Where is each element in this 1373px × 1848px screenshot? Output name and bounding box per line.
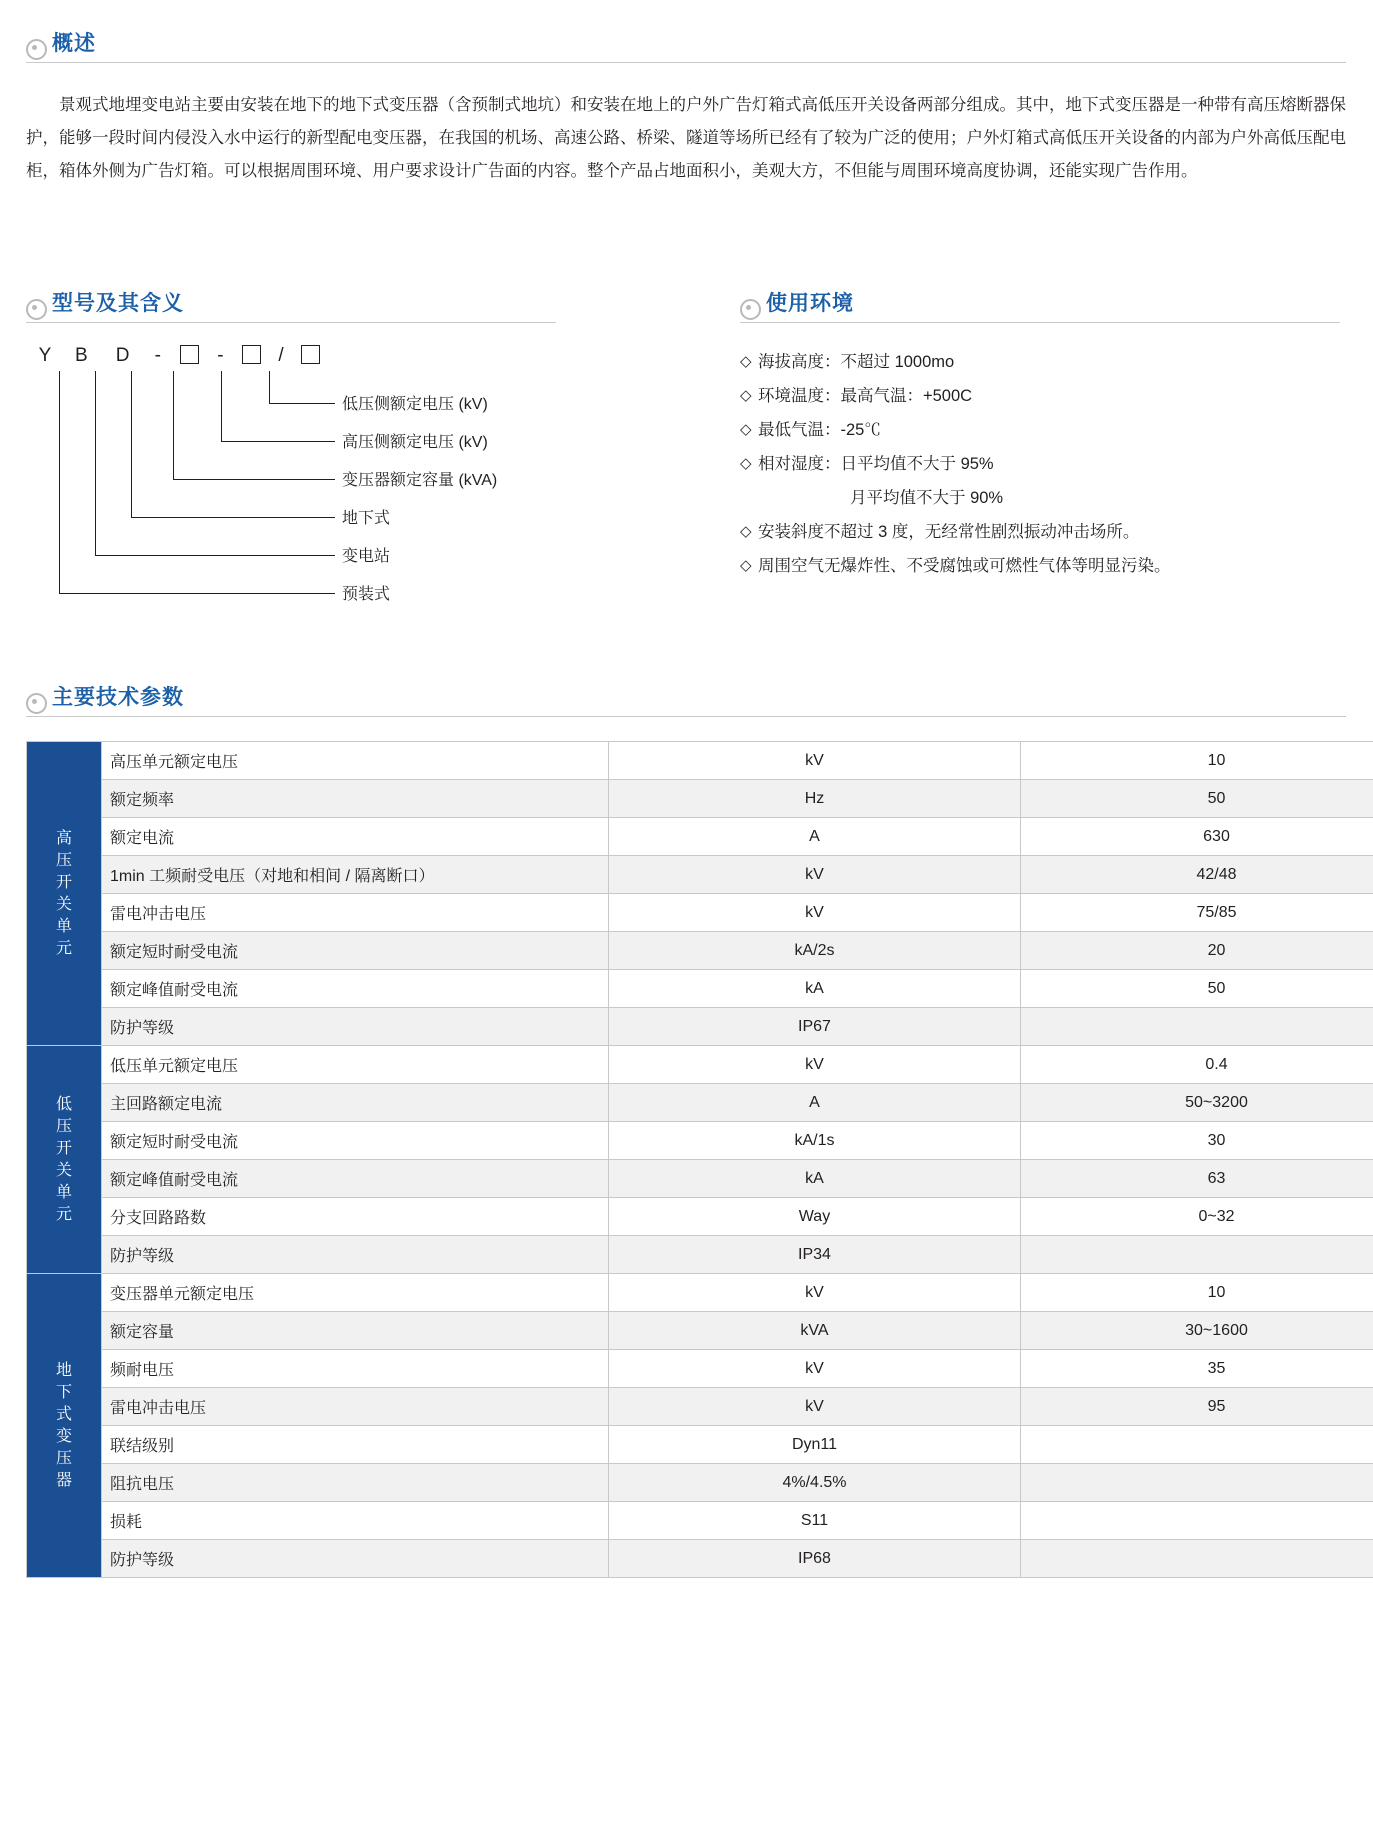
list-item xyxy=(740,413,1340,447)
tech-params-title: 主要技术参数 xyxy=(52,686,184,709)
param-value: 35 xyxy=(1021,1350,1373,1388)
environment-item-humidity-monthly: 月平均值不大于 90% xyxy=(850,489,1004,507)
param-name: 额定电流 xyxy=(102,818,609,856)
param-name: 1min 工频耐受电压（对地和相间 / 隔离断口） xyxy=(102,856,609,894)
param-unit: kV xyxy=(609,742,1021,780)
param-unit: IP68 xyxy=(609,1540,1021,1578)
param-name: 低压单元额定电压 xyxy=(102,1046,609,1084)
param-name: 防护等级 xyxy=(102,1540,609,1578)
param-value: 75/85 xyxy=(1021,894,1373,932)
model-label-hv: 高压侧额定电压 (kV) xyxy=(342,434,488,451)
tech-params-divider xyxy=(26,716,1346,717)
param-name: 阻抗电压 xyxy=(102,1464,609,1502)
ring-ornament-icon xyxy=(26,299,47,320)
overview-divider xyxy=(26,62,1346,63)
param-unit: kV xyxy=(609,1046,1021,1084)
param-name: 频耐电压 xyxy=(102,1350,609,1388)
diamond-bullet-icon: ◇ xyxy=(740,523,752,540)
tech-params-heading xyxy=(26,676,1346,710)
param-value: 30 xyxy=(1021,1122,1373,1160)
model-label-substation: 变电站 xyxy=(342,548,391,565)
table-row xyxy=(27,1236,1373,1274)
param-value: 30~1600 xyxy=(1021,1312,1373,1350)
table-row xyxy=(27,1046,1373,1084)
param-value: 0~32 xyxy=(1021,1198,1373,1236)
model-label-prefab: 预装式 xyxy=(342,586,391,603)
param-value: 630 xyxy=(1021,818,1373,856)
param-value: 0.4 xyxy=(1021,1046,1373,1084)
table-row xyxy=(27,1540,1373,1578)
table-row xyxy=(27,1464,1373,1502)
param-value xyxy=(1021,1540,1373,1578)
param-unit: Way xyxy=(609,1198,1021,1236)
overview-heading xyxy=(26,22,1346,56)
environment-section xyxy=(740,282,1340,583)
param-name: 分支回路路数 xyxy=(102,1198,609,1236)
ring-ornament-icon xyxy=(26,693,47,714)
table-row xyxy=(27,1122,1373,1160)
table-row xyxy=(27,1502,1373,1540)
param-name: 防护等级 xyxy=(102,1008,609,1046)
model-title: 型号及其含义 xyxy=(52,292,184,315)
tech-params-section xyxy=(26,676,1346,1578)
table-row xyxy=(27,1312,1373,1350)
environment-title: 使用环境 xyxy=(766,292,854,315)
model-divider xyxy=(26,322,556,323)
table-row xyxy=(27,856,1373,894)
param-unit: Dyn11 xyxy=(609,1426,1021,1464)
environment-item-altitude: 海拔高度：不超过 1000mo xyxy=(758,353,955,371)
param-name: 额定峰值耐受电流 xyxy=(102,1160,609,1198)
param-value xyxy=(1021,1502,1373,1540)
group-label-hv: 高 压 开 关 单 元 xyxy=(27,742,102,1046)
param-unit: IP67 xyxy=(609,1008,1021,1046)
leader-line-prefab xyxy=(59,371,335,594)
model-char-Y: Y xyxy=(38,345,52,367)
model-char-D: D xyxy=(115,345,130,367)
param-name: 防护等级 xyxy=(102,1236,609,1274)
overview-paragraph: 景观式地埋变电站主要由安装在地下的地下式变压器（含预制式地坑）和安装在地上的户外广告灯箱式高低压开关设备两部分组成。其中，地下式变压器是一种带有高压熔断器保护，能够一段时间内侵没入水中运行的新型配电变压器，在我国的机场、高速公路、桥梁、隧道等场所已经有了较为广泛的使用；户外灯箱式高低压开关设备的内部为户外高低压配电柜，箱体外侧为广告灯箱。可以根据周围环境、用户要求设计广告面的内容。整个产品占地面积小，美观大方，不但能与周围环境高度协调，还能实现广告作用。 xyxy=(26,96,1346,180)
param-unit: kA/2s xyxy=(609,932,1021,970)
table-row xyxy=(27,894,1373,932)
param-name: 额定频率 xyxy=(102,780,609,818)
model-code-diagram xyxy=(26,345,556,615)
param-unit: kV xyxy=(609,1388,1021,1426)
model-box-lv xyxy=(296,345,324,367)
param-name: 高压单元额定电压 xyxy=(102,742,609,780)
table-row xyxy=(27,932,1373,970)
model-heading xyxy=(26,282,556,316)
param-unit: kV xyxy=(609,1274,1021,1312)
param-name: 变压器单元额定电压 xyxy=(102,1274,609,1312)
param-value: 42/48 xyxy=(1021,856,1373,894)
param-value: 63 xyxy=(1021,1160,1373,1198)
param-unit: S11 xyxy=(609,1502,1021,1540)
model-char-slash: / xyxy=(278,345,284,367)
param-value xyxy=(1021,1008,1373,1046)
table-row xyxy=(27,1426,1373,1464)
table-row xyxy=(27,1084,1373,1122)
param-unit: IP34 xyxy=(609,1236,1021,1274)
environment-item-humidity: 相对湿度：日平均值不大于 95% xyxy=(758,455,994,473)
diamond-bullet-icon: ◇ xyxy=(740,455,752,472)
model-label-lv: 低压侧额定电压 (kV) xyxy=(342,396,488,413)
param-unit: kA xyxy=(609,970,1021,1008)
param-name: 额定短时耐受电流 xyxy=(102,1122,609,1160)
model-section xyxy=(26,282,556,615)
model-label-capacity: 变压器额定容量 (kVA) xyxy=(342,472,498,489)
diamond-bullet-icon: ◇ xyxy=(740,421,752,438)
param-unit: kV xyxy=(609,894,1021,932)
param-name: 额定峰值耐受电流 xyxy=(102,970,609,1008)
param-value: 95 xyxy=(1021,1388,1373,1426)
model-box-hv xyxy=(238,345,266,367)
tech-params-table xyxy=(26,741,1373,1578)
param-unit: kV xyxy=(609,856,1021,894)
list-item xyxy=(740,345,1340,379)
param-unit: A xyxy=(609,1084,1021,1122)
param-unit: kV xyxy=(609,1350,1021,1388)
param-unit: kVA xyxy=(609,1312,1021,1350)
param-value xyxy=(1021,1236,1373,1274)
param-value: 10 xyxy=(1021,742,1373,780)
diamond-bullet-icon: ◇ xyxy=(740,353,752,370)
environment-divider xyxy=(740,322,1340,323)
param-unit: kA xyxy=(609,1160,1021,1198)
model-code-letters xyxy=(32,345,324,367)
model-char-B: B xyxy=(74,345,88,367)
list-item xyxy=(740,379,1340,413)
param-unit: 4%/4.5% xyxy=(609,1464,1021,1502)
model-label-underground: 地下式 xyxy=(342,510,391,527)
param-unit: Hz xyxy=(609,780,1021,818)
environment-item-air: 周围空气无爆炸性、不受腐蚀或可燃性气体等明显污染。 xyxy=(758,557,1171,575)
param-unit: A xyxy=(609,818,1021,856)
table-row xyxy=(27,1274,1373,1312)
environment-heading xyxy=(740,282,1340,316)
param-name: 额定短时耐受电流 xyxy=(102,932,609,970)
diamond-bullet-icon: ◇ xyxy=(740,557,752,574)
environment-item-slope: 安装斜度不超过 3 度，无经常性剧烈振动冲击场所。 xyxy=(758,523,1140,541)
table-row xyxy=(27,742,1373,780)
list-item xyxy=(740,515,1340,549)
param-name: 联结级别 xyxy=(102,1426,609,1464)
param-value xyxy=(1021,1426,1373,1464)
ring-ornament-icon xyxy=(740,299,761,320)
param-value: 50 xyxy=(1021,780,1373,818)
table-row xyxy=(27,970,1373,1008)
param-value: 20 xyxy=(1021,932,1373,970)
param-unit: kA/1s xyxy=(609,1122,1021,1160)
table-row xyxy=(27,1198,1373,1236)
table-row xyxy=(27,780,1373,818)
param-name: 损耗 xyxy=(102,1502,609,1540)
table-row xyxy=(27,1008,1373,1046)
environment-item-min-temp: 最低气温：-25℃ xyxy=(758,421,881,439)
table-row xyxy=(27,818,1373,856)
table-row xyxy=(27,1388,1373,1426)
overview-section xyxy=(26,22,1346,205)
model-char-dash1: - xyxy=(154,345,161,367)
table-row xyxy=(27,1160,1373,1198)
environment-list xyxy=(740,345,1340,583)
param-value: 50 xyxy=(1021,970,1373,1008)
param-name: 主回路额定电流 xyxy=(102,1084,609,1122)
param-value xyxy=(1021,1464,1373,1502)
list-item xyxy=(740,549,1340,583)
table-row xyxy=(27,1350,1373,1388)
diamond-bullet-icon: ◇ xyxy=(740,387,752,404)
ring-ornament-icon xyxy=(26,39,47,60)
param-value: 10 xyxy=(1021,1274,1373,1312)
group-label-lv: 低 压 开 关 单 元 xyxy=(27,1046,102,1274)
overview-title: 概述 xyxy=(52,32,96,55)
param-name: 雷电冲击电压 xyxy=(102,894,609,932)
group-label-transformer: 地 下 式 变 压 器 xyxy=(27,1274,102,1578)
environment-item-max-temp: 环境温度：最高气温：+500C xyxy=(758,387,973,405)
param-name: 额定容量 xyxy=(102,1312,609,1350)
param-name: 雷电冲击电压 xyxy=(102,1388,609,1426)
param-value: 50~3200 xyxy=(1021,1084,1373,1122)
model-char-dash2: - xyxy=(217,345,224,367)
model-box-capacity xyxy=(175,345,203,367)
list-item xyxy=(740,447,1340,481)
